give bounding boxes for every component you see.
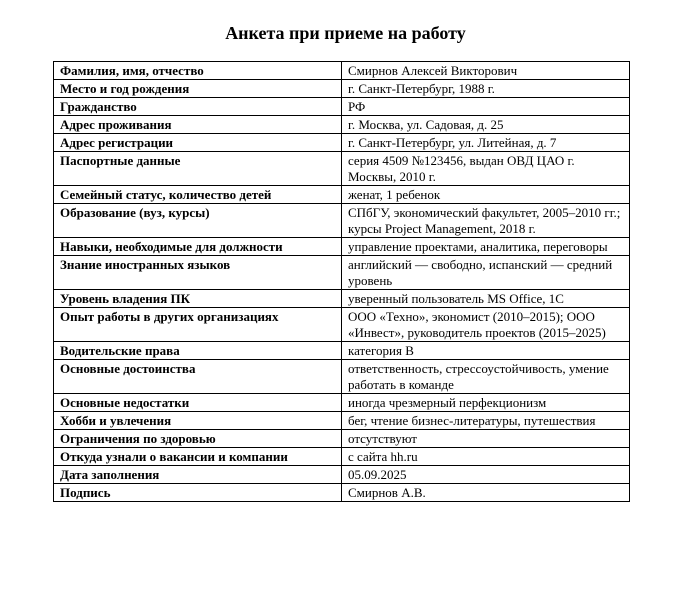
field-label-skills: Навыки, необходимые для должности [54,238,342,256]
field-label-health-restrictions: Ограничения по здоровью [54,430,342,448]
field-value-birth-place-year: г. Санкт-Петербург, 1988 г. [342,80,630,98]
field-label-pc-skills: Уровень владения ПК [54,290,342,308]
table-row [54,394,630,412]
field-value-languages: английский — свободно, испанский — средний уровень [342,256,630,290]
field-value-skills: управление проектами, аналитика, переговоры [342,238,630,256]
table-row [54,412,630,430]
field-value-driving-license: категория B [342,342,630,360]
table-row [54,238,630,256]
field-value-full-name: Смирнов Алексей Викторович [342,62,630,80]
application-form-table [53,61,630,502]
table-row [54,256,630,290]
field-label-residence-address: Адрес проживания [54,116,342,134]
table-row [54,62,630,80]
field-value-health-restrictions: отсутствуют [342,430,630,448]
table-row [54,204,630,238]
table-row [54,152,630,186]
field-label-registration-address: Адрес регистрации [54,134,342,152]
field-value-pc-skills: уверенный пользователь MS Office, 1С [342,290,630,308]
table-row [54,116,630,134]
table-row [54,98,630,116]
field-label-hobbies: Хобби и увлечения [54,412,342,430]
field-value-strengths: ответственность, стрессоустойчивость, умение работать в команде [342,360,630,394]
table-row [54,308,630,342]
table-row [54,360,630,394]
page-title: Анкета при приеме на работу [225,23,466,43]
field-value-registration-address: г. Санкт-Петербург, ул. Литейная, д. 7 [342,134,630,152]
field-value-education: СПбГУ, экономический факультет, 2005–2010 гг.; курсы Project Management, 2018 г. [342,204,630,238]
field-label-education: Образование (вуз, курсы) [54,204,342,238]
field-value-fill-date: 05.09.2025 [342,466,630,484]
table-row [54,134,630,152]
field-label-full-name: Фамилия, имя, отчество [54,62,342,80]
field-label-passport: Паспортные данные [54,152,342,186]
table-row [54,430,630,448]
field-value-weaknesses: иногда чрезмерный перфекционизм [342,394,630,412]
field-value-work-experience: ООО «Техно», экономист (2010–2015); ООО «Инвест», руководитель проектов (2015–2025) [342,308,630,342]
field-value-vacancy-source: с сайта hh.ru [342,448,630,466]
field-label-strengths: Основные достоинства [54,360,342,394]
field-value-citizenship: РФ [342,98,630,116]
field-label-birth-place-year: Место и год рождения [54,80,342,98]
field-label-work-experience: Опыт работы в других организациях [54,308,342,342]
table-row [54,80,630,98]
table-row [54,484,630,502]
field-label-family-status: Семейный статус, количество детей [54,186,342,204]
field-value-hobbies: бег, чтение бизнес-литературы, путешествия [342,412,630,430]
field-label-driving-license: Водительские права [54,342,342,360]
field-label-citizenship: Гражданство [54,98,342,116]
table-row [54,186,630,204]
field-value-signature: Смирнов А.В. [342,484,630,502]
field-label-languages: Знание иностранных языков [54,256,342,290]
field-value-passport: серия 4509 №123456, выдан ОВД ЦАО г. Москвы, 2010 г. [342,152,630,186]
field-label-signature: Подпись [54,484,342,502]
field-value-residence-address: г. Москва, ул. Садовая, д. 25 [342,116,630,134]
field-label-weaknesses: Основные недостатки [54,394,342,412]
table-row [54,466,630,484]
table-row [54,448,630,466]
field-value-family-status: женат, 1 ребенок [342,186,630,204]
field-label-vacancy-source: Откуда узнали о вакансии и компании [54,448,342,466]
table-row [54,342,630,360]
table-row [54,290,630,308]
field-label-fill-date: Дата заполнения [54,466,342,484]
